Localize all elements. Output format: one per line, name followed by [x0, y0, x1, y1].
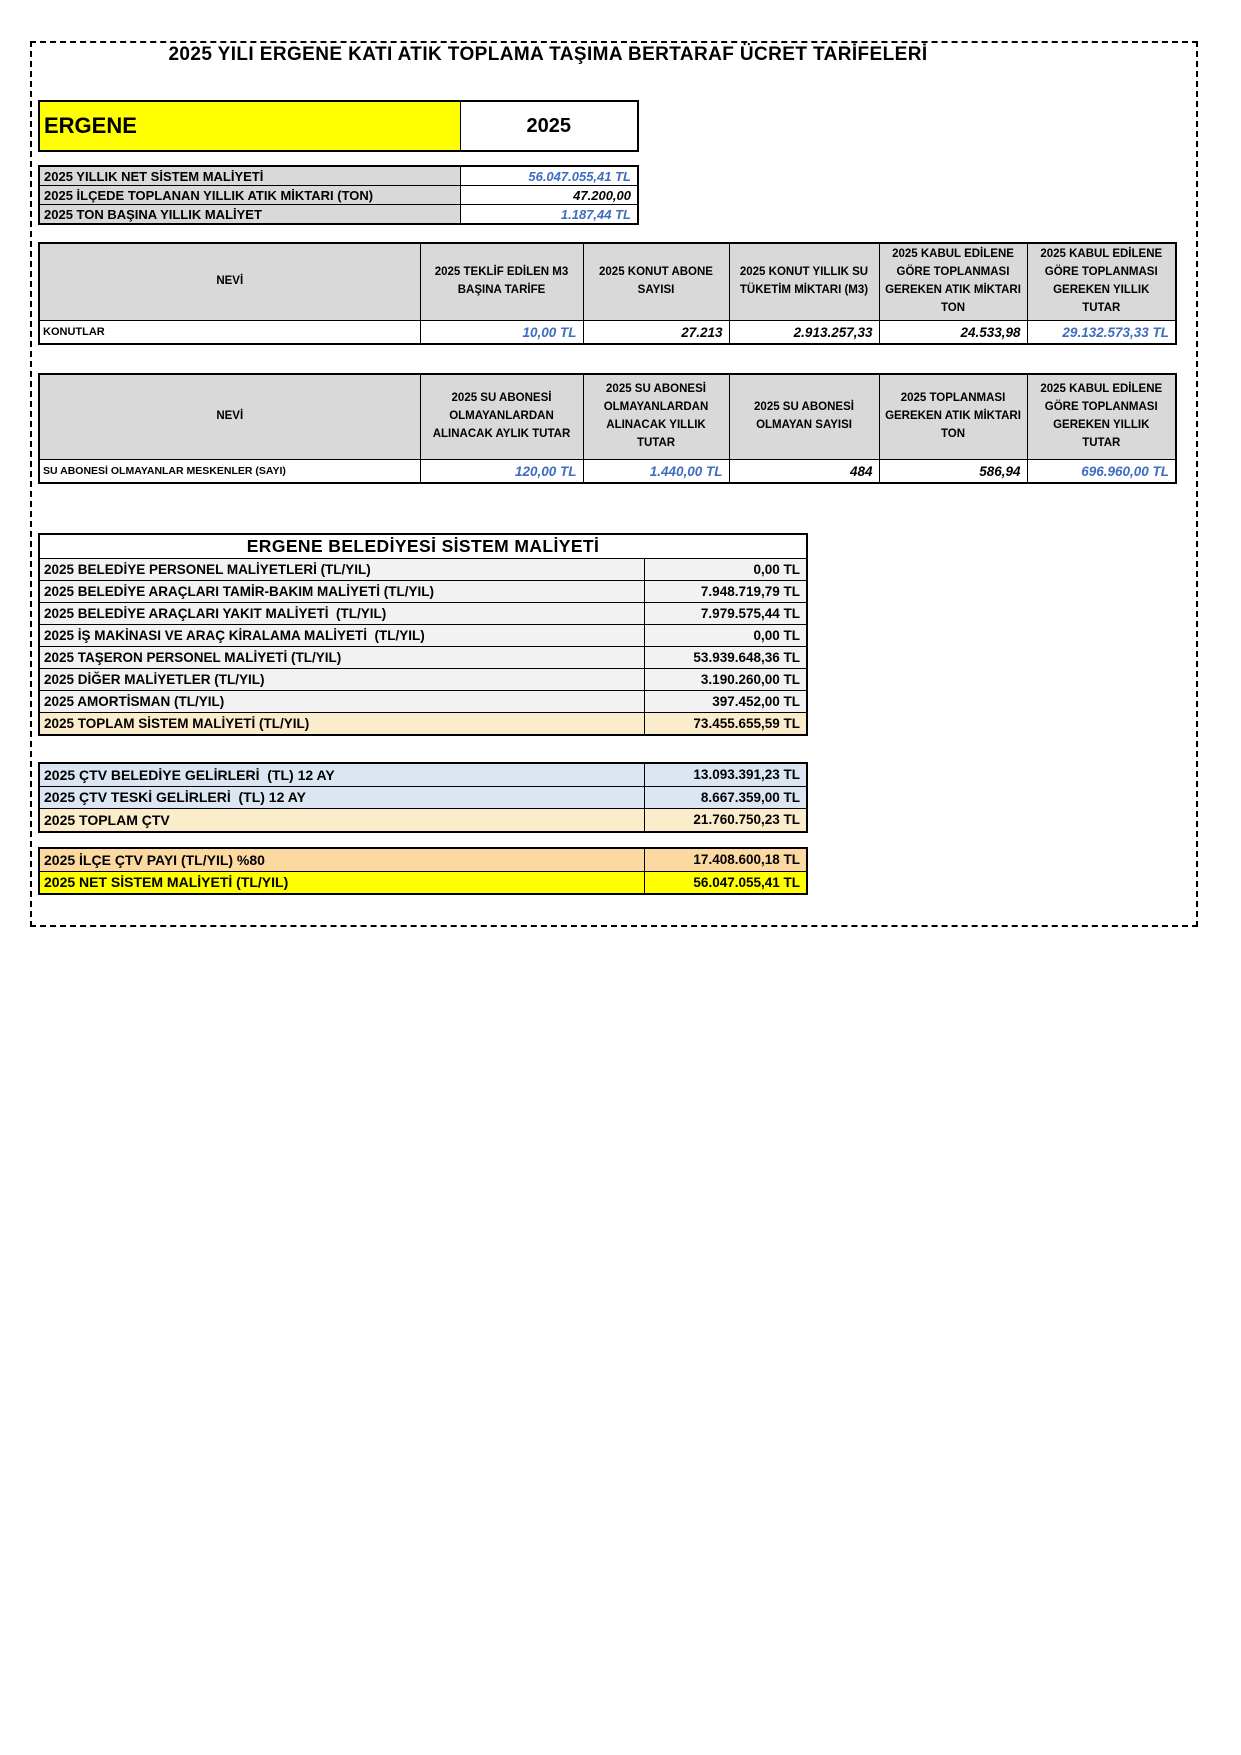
- cost-value: 7.948.719,79 TL: [644, 581, 807, 603]
- ctv-value: 8.667.359,00 TL: [644, 786, 807, 809]
- header-cell-su-tuketim: 2025 KONUT YILLIK SU TÜKETİM MİKTARI (M3): [729, 243, 879, 321]
- net-sistem-maliyeti-row: [39, 871, 807, 894]
- header-cell-abone-sayisi: 2025 KONUT ABONE SAYISI: [583, 243, 729, 321]
- value-m3-tarife: 10,00 TL: [420, 321, 583, 345]
- value-aylik-tutar: 120,00 TL: [420, 460, 583, 484]
- value-abone-sayisi: 27.213: [583, 321, 729, 345]
- value-olmayan-sayisi: 484: [729, 460, 879, 484]
- system-cost-total-row: [39, 713, 807, 736]
- summary-row: [39, 205, 638, 225]
- ctv-row: [39, 763, 807, 786]
- header-cell-nevi: NEVİ: [39, 374, 420, 460]
- summary-label: 2025 İLÇEDE TOPLANAN YILLIK ATIK MİKTARI (TON): [39, 186, 460, 205]
- cost-value: 53.939.648,36 TL: [644, 647, 807, 669]
- ctv-total-label: 2025 TOPLAM ÇTV: [39, 809, 644, 832]
- ctv-label: 2025 ÇTV BELEDİYE GELİRLERİ (TL) 12 AY: [39, 763, 644, 786]
- system-cost-row: [39, 647, 807, 669]
- summary-value: 56.047.055,41 TL: [460, 166, 638, 186]
- system-cost-title: ERGENE BELEDİYESİ SİSTEM MALİYETİ: [39, 534, 807, 559]
- cost-value: 0,00 TL: [644, 625, 807, 647]
- su-abonesi-olmayan-table: [38, 373, 1177, 484]
- cost-value: 0,00 TL: [644, 559, 807, 581]
- ctv-total-row: [39, 809, 807, 832]
- header-cell-atik-miktari: 2025 TOPLANMASI GEREKEN ATIK MİKTARI TON: [879, 374, 1027, 460]
- summary-table: [38, 165, 639, 225]
- konut-table-header-row: [39, 243, 1176, 321]
- su-abonesi-table-header-row: [39, 374, 1176, 460]
- net-sistem-maliyeti-value: 56.047.055,41 TL: [644, 871, 807, 894]
- header-cell-olmayan-sayisi: 2025 SU ABONESİ OLMAYAN SAYISI: [729, 374, 879, 460]
- row-label-su-abonesi-olmayanlar: SU ABONESİ OLMAYANLAR MESKENLER (SAYI): [39, 460, 420, 484]
- net-sistem-maliyeti-label: 2025 NET SİSTEM MALİYETİ (TL/YIL): [39, 871, 644, 894]
- value-atik-miktari: 24.533,98: [879, 321, 1027, 345]
- summary-value: 1.187,44 TL: [460, 205, 638, 225]
- ctv-total-value: 21.760.750,23 TL: [644, 809, 807, 832]
- cost-value: 397.452,00 TL: [644, 691, 807, 713]
- cost-label: 2025 İŞ MAKİNASI VE ARAÇ KİRALAMA MALİYETİ (TL/YIL): [39, 625, 644, 647]
- cost-value: 7.979.575,44 TL: [644, 603, 807, 625]
- row-label-konutlar: KONUTLAR: [39, 321, 420, 345]
- cost-label: 2025 DİĞER MALİYETLER (TL/YIL): [39, 669, 644, 691]
- cost-label: 2025 TAŞERON PERSONEL MALİYETİ (TL/YIL): [39, 647, 644, 669]
- ctv-row: [39, 786, 807, 809]
- summary-row: [39, 186, 638, 205]
- ilce-ctv-payi-value: 17.408.600,18 TL: [644, 848, 807, 871]
- header-cell-nevi: NEVİ: [39, 243, 420, 321]
- ctv-revenue-table: [38, 762, 808, 833]
- value-su-tuketim: 2.913.257,33: [729, 321, 879, 345]
- value-yillik-tutar: 1.440,00 TL: [583, 460, 729, 484]
- region-header-row: [39, 101, 638, 151]
- cost-label: 2025 BELEDİYE PERSONEL MALİYETLERİ (TL/YIL): [39, 559, 644, 581]
- konut-tariff-table: [38, 242, 1177, 345]
- cost-label: 2025 BELEDİYE ARAÇLARI YAKIT MALİYETİ (TL/YIL): [39, 603, 644, 625]
- cost-label: 2025 BELEDİYE ARAÇLARI TAMİR-BAKIM MALİYETİ (TL/YIL): [39, 581, 644, 603]
- value-yillik-tutar: 29.132.573,33 TL: [1027, 321, 1176, 345]
- document-title: 2025 YILI ERGENE KATI ATIK TOPLAMA TAŞIMA BERTARAF ÜCRET TARİFELERİ: [168, 44, 928, 65]
- header-cell-m3-tarife: 2025 TEKLİF EDİLEN M3 BAŞINA TARİFE: [420, 243, 583, 321]
- ilce-ctv-payi-row: [39, 848, 807, 871]
- cost-label: 2025 AMORTİSMAN (TL/YIL): [39, 691, 644, 713]
- region-header-table: [38, 100, 639, 152]
- system-cost-row: [39, 559, 807, 581]
- summary-row: [39, 166, 638, 186]
- value-yillik-tutar-kabul: 696.960,00 TL: [1027, 460, 1176, 484]
- summary-label: 2025 YILLIK NET SİSTEM MALİYETİ: [39, 166, 460, 186]
- ctv-label: 2025 ÇTV TESKİ GELİRLERİ (TL) 12 AY: [39, 786, 644, 809]
- summary-label: 2025 TON BAŞINA YILLIK MALİYET: [39, 205, 460, 225]
- system-cost-table: [38, 533, 808, 736]
- system-cost-title-row: [39, 534, 807, 559]
- system-cost-row: [39, 603, 807, 625]
- header-cell-atik-miktari: 2025 KABUL EDİLENE GÖRE TOPLANMASI GEREKEN ATIK MİKTARI TON: [879, 243, 1027, 321]
- header-cell-yillik-tutar-kabul: 2025 KABUL EDİLENE GÖRE TOPLANMASI GEREKEN YILLIK TUTAR: [1027, 374, 1176, 460]
- cost-total-value: 73.455.655,59 TL: [644, 713, 807, 736]
- ctv-value: 13.093.391,23 TL: [644, 763, 807, 786]
- header-cell-aylik-tutar: 2025 SU ABONESİ OLMAYANLARDAN ALINACAK AYLIK TUTAR: [420, 374, 583, 460]
- konut-table-data-row: [39, 321, 1176, 345]
- su-abonesi-table-data-row: [39, 460, 1176, 484]
- system-cost-row: [39, 669, 807, 691]
- net-cost-table: [38, 847, 808, 895]
- region-year-cell: 2025: [460, 101, 638, 151]
- header-cell-yillik-tutar: 2025 SU ABONESİ OLMAYANLARDAN ALINACAK YILLIK TUTAR: [583, 374, 729, 460]
- system-cost-row: [39, 625, 807, 647]
- cost-total-label: 2025 TOPLAM SİSTEM MALİYETİ (TL/YIL): [39, 713, 644, 736]
- cost-value: 3.190.260,00 TL: [644, 669, 807, 691]
- ilce-ctv-payi-label: 2025 İLÇE ÇTV PAYI (TL/YIL) %80: [39, 848, 644, 871]
- system-cost-row: [39, 691, 807, 713]
- system-cost-row: [39, 581, 807, 603]
- header-cell-yillik-tutar: 2025 KABUL EDİLENE GÖRE TOPLANMASI GEREKEN YILLIK TUTAR: [1027, 243, 1176, 321]
- value-atik-miktari: 586,94: [879, 460, 1027, 484]
- summary-value: 47.200,00: [460, 186, 638, 205]
- region-name-cell: ERGENE: [39, 101, 460, 151]
